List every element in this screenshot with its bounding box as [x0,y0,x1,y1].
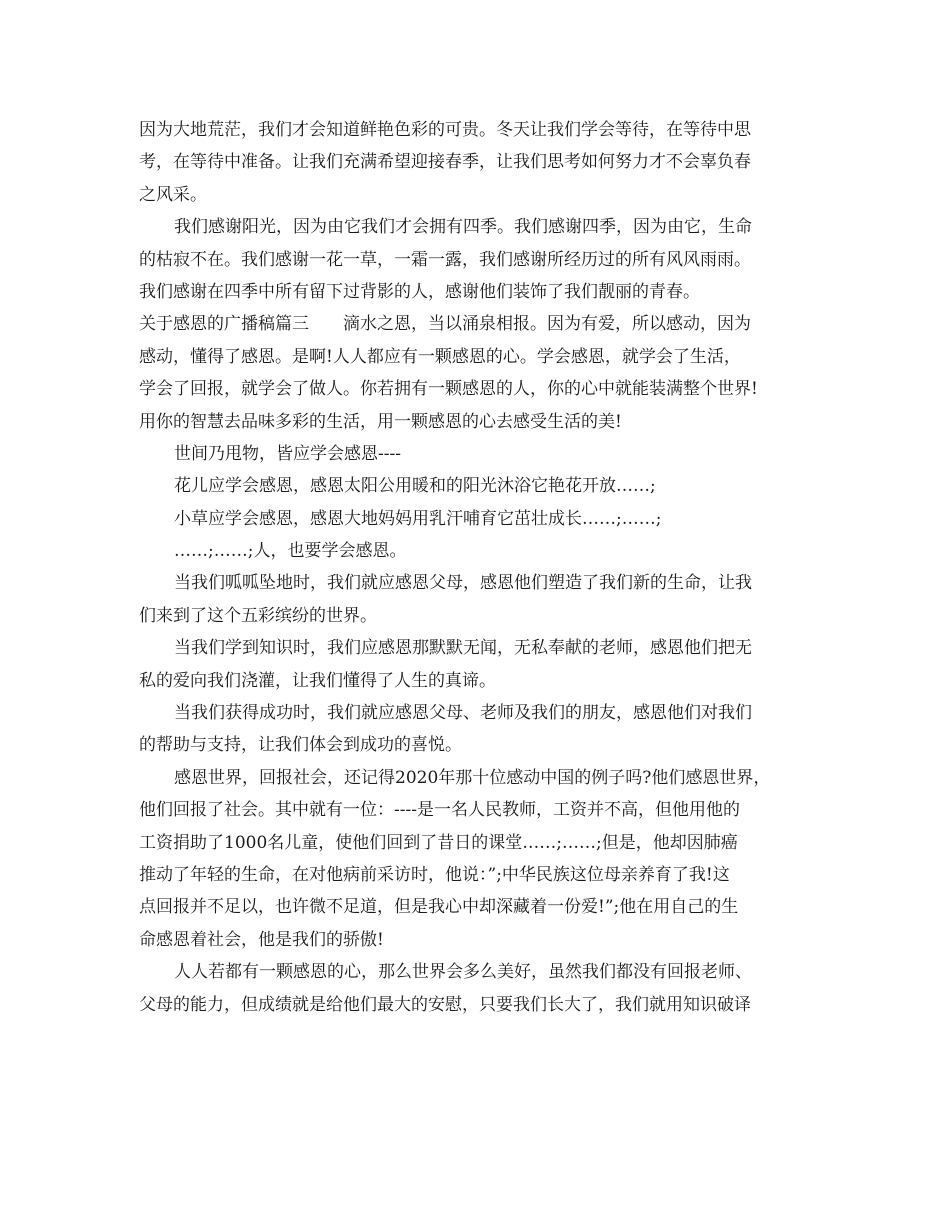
text-line: 小草应学会感恩，感恩大地妈妈用乳汗哺育它茁壮成长……;……; [174,508,662,529]
text-line: 我们感谢在四季中所有留下过背影的人，感谢他们装饰了我们靓丽的青春。 [139,281,700,302]
text-line: 推动了年轻的生命，在对他病前采访时，他说：”;中华民族这位母亲养育了我!这 [139,864,730,885]
text-line: 世间乃甩物，皆应学会感恩---- [174,443,401,464]
text-line: ……;……;人，也要学会感恩。 [174,541,407,562]
text-line: 我们感谢阳光，因为由它我们才会拥有四季。我们感谢四季，因为由它，生命 [174,217,752,238]
text-line: 因为大地荒茫，我们才会知道鲜艳色彩的可贵。冬天让我们学会等待，在等待中思 [139,120,751,140]
text-line: 的帮助与支持，让我们体会到成功的喜悦。 [139,735,462,756]
text-line: 当我们呱呱坠地时，我们就应感恩父母，感恩他们塑造了我们新的生命，让我 [174,573,752,594]
text-line: 感动，懂得了感恩。是啊!人人都应有一颗感恩的心。学会感恩，就学会了生活， [139,346,741,367]
text-line: 当我们获得成功时，我们就应感恩父母、老师及我们的朋友，感恩他们对我们 [174,703,752,724]
text-line: 私的爱向我们浇灌，让我们懂得了人生的真谛。 [139,670,496,691]
text-line: 花儿应学会感恩，感恩太阳公用暖和的阳光沐浴它艳花开放……; [174,476,656,497]
text-line: 他们回报了社会。其中就有一位：----是一名人民教师，工资并不高，但他用他的 [139,800,740,821]
text-line: 用你的智慧去品味多彩的生活，用一颗感恩的心去感受生活的美! [139,411,622,432]
text-line: 点回报并不足以，也许微不足道，但是我心中却深藏着一份爱!”;他在用自己的生 [139,897,739,918]
text-line: 感恩世界，回报社会，还记得2020年那十位感动中国的例子吗?他们感恩世界， [174,767,771,788]
text-line: 的枯寂不在。我们感谢一花一草，一霜一露，我们感谢所经历过的所有风风雨雨。 [139,249,751,270]
text-line: 之风采。 [139,184,207,205]
text-line: 命感恩着社会，他是我们的骄傲! [139,929,384,950]
document-body [139,114,817,1021]
text-line: 考，在等待中准备。让我们充满希望迎接春季，让我们思考如何努力才不会辜负春 [139,152,751,173]
text-line: 当我们学到知识时，我们应感恩那默默无闻，无私奉献的老师，感恩他们把无 [174,638,752,659]
text-line: 工资捐助了1000名儿童，使他们回到了昔日的课堂……;……;但是，他却因肺癌 [139,832,738,853]
text-line: 人人若都有一颗感恩的心，那么世界会多么美好，虽然我们都没有回报老师、 [174,962,752,983]
text-line: 们来到了这个五彩缤纷的世界。 [139,605,377,626]
text-line: 学会了回报，就学会了做人。你若拥有一颗感恩的人，你的心中就能装满整个世界! [139,379,758,400]
text-line: 关于感恩的广播稿篇三 滴水之恩，当以涌泉相报。因为有爱，所以感动，因为 [139,314,751,335]
text-line: 父母的能力，但成绩就是给他们最大的安慰，只要我们长大了，我们就用知识破译 [139,994,751,1015]
